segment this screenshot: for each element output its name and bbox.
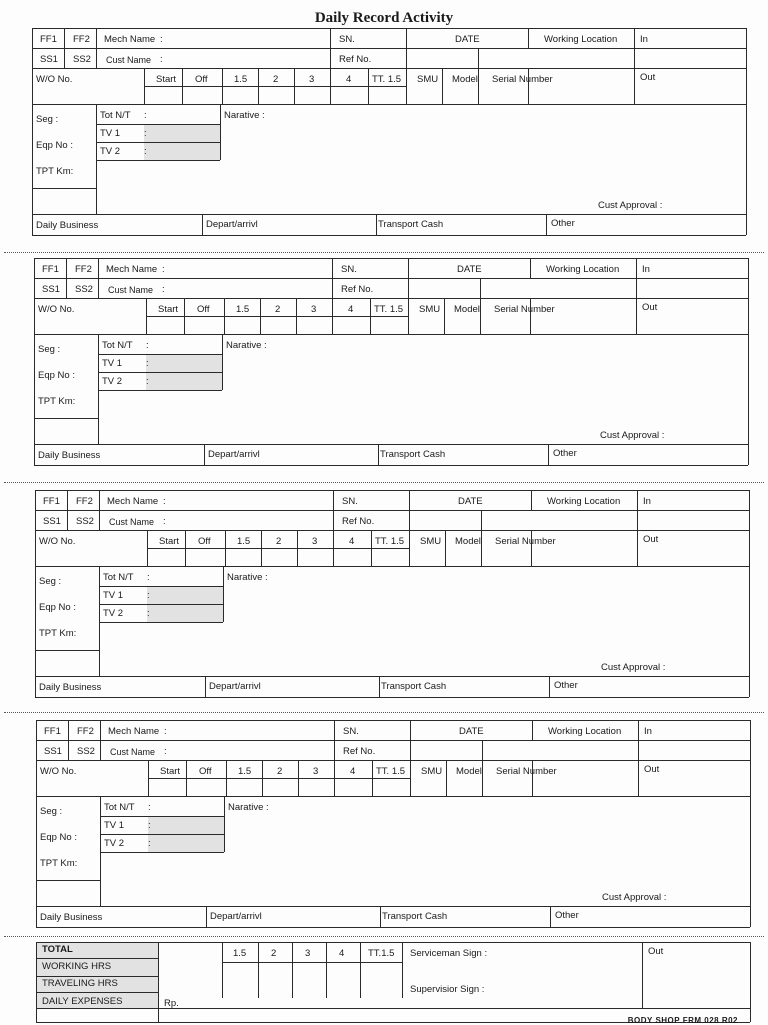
- page-title: Daily Record Activity: [314, 10, 454, 26]
- depart-arrivl-label: Depart/arrivl: [209, 681, 261, 692]
- col-4-label: 4: [346, 74, 352, 85]
- ss2-label: SS2: [76, 516, 94, 527]
- cust-name-label: Cust Name: [110, 747, 156, 757]
- tot-nt-colon: :: [146, 340, 149, 351]
- ss1-label: SS1: [43, 516, 61, 527]
- ff1-label: FF1: [44, 726, 61, 737]
- wo-no-label: W/O No.: [38, 304, 75, 315]
- working-location-label: Working Location: [544, 34, 618, 45]
- mech-name-colon: :: [160, 34, 163, 45]
- ff2-label: FF2: [77, 726, 94, 737]
- sn-label: SN.: [339, 34, 355, 45]
- daily-expenses-label: DAILY EXPENSES: [42, 996, 123, 1007]
- rp-label: Rp.: [164, 998, 179, 1009]
- record-form: [36, 720, 750, 927]
- total-col-3: 3: [305, 948, 311, 959]
- traveling-hrs-label: TRAVELING HRS: [42, 978, 118, 989]
- other-label: Other: [555, 910, 579, 921]
- off-label: Off: [197, 304, 210, 315]
- ref-no-label: Ref No.: [343, 746, 376, 757]
- start-label: Start: [158, 304, 179, 315]
- ff2-label: FF2: [75, 264, 92, 275]
- col-3-label: 3: [312, 536, 318, 547]
- depart-arrivl-label: Depart/arrivl: [208, 449, 260, 460]
- eqp-no-label: Eqp No :: [39, 602, 76, 613]
- out-label: Out: [643, 534, 659, 545]
- cust-name-colon: :: [160, 54, 163, 65]
- tot-nt-colon: :: [147, 572, 150, 583]
- total-col-tt15: TT.1.5: [368, 948, 395, 959]
- serial-number-label: Serial Number: [496, 766, 557, 777]
- tv1-label: TV 1: [104, 820, 125, 831]
- col-1-5-label: 1.5: [237, 536, 251, 547]
- tot-nt-label: Tot N/T: [102, 340, 133, 351]
- sn-label: SN.: [341, 264, 357, 275]
- tv1-colon: :: [146, 358, 149, 369]
- ref-no-label: Ref No.: [342, 516, 375, 527]
- off-label: Off: [199, 766, 212, 777]
- out-label: Out: [644, 764, 660, 775]
- form-separator: [4, 936, 764, 937]
- tot-nt-colon: :: [144, 110, 147, 121]
- cust-name-label: Cust Name: [108, 285, 154, 295]
- form-separator: [4, 712, 764, 713]
- working-location-label: Working Location: [546, 264, 620, 275]
- tv2-label: TV 2: [104, 838, 125, 849]
- cust-name-colon: :: [163, 516, 166, 527]
- form-separator: [4, 482, 764, 483]
- record-form: [35, 490, 749, 697]
- cust-name-colon: :: [164, 746, 167, 757]
- smu-label: SMU: [417, 74, 439, 85]
- start-label: Start: [156, 74, 177, 85]
- tv2-label: TV 2: [103, 608, 124, 619]
- ref-no-label: Ref No.: [339, 54, 372, 65]
- cust-approval-label: Cust Approval :: [601, 662, 666, 673]
- tpt-km-label: TPT Km:: [40, 858, 78, 869]
- seg-label: Seg :: [36, 114, 59, 125]
- other-label: Other: [551, 218, 575, 229]
- ss1-label: SS1: [42, 284, 60, 295]
- depart-arrivl-label: Depart/arrivl: [210, 911, 262, 922]
- cust-name-colon: :: [162, 284, 165, 295]
- ff2-label: FF2: [73, 34, 90, 45]
- model-label: Model: [452, 74, 478, 85]
- start-label: Start: [160, 766, 181, 777]
- ss1-label: SS1: [40, 54, 58, 65]
- ss1-label: SS1: [44, 746, 62, 757]
- out-label: Out: [642, 302, 658, 313]
- eqp-no-label: Eqp No :: [38, 370, 75, 381]
- date-label: DATE: [459, 726, 484, 737]
- start-label: Start: [159, 536, 180, 547]
- date-label: DATE: [458, 496, 483, 507]
- col-4-label: 4: [349, 536, 355, 547]
- total-col-2: 2: [271, 948, 277, 959]
- mech-name-colon: :: [163, 496, 166, 507]
- mech-name-label: Mech Name: [107, 496, 159, 507]
- tpt-km-label: TPT Km:: [38, 396, 76, 407]
- serial-number-label: Serial Number: [494, 304, 555, 315]
- out-label: Out: [640, 72, 656, 83]
- mech-name-colon: :: [162, 264, 165, 275]
- cust-name-label: Cust Name: [106, 55, 152, 65]
- total-col-4: 4: [339, 948, 345, 959]
- ref-no-label: Ref No.: [341, 284, 374, 295]
- form-separator: [4, 252, 764, 253]
- tv2-colon: :: [146, 376, 149, 387]
- wo-no-label: W/O No.: [40, 766, 77, 777]
- working-location-label: Working Location: [548, 726, 622, 737]
- mech-name-label: Mech Name: [108, 726, 160, 737]
- col-2-label: 2: [277, 766, 283, 777]
- smu-label: SMU: [419, 304, 441, 315]
- transport-cash-label: Transport Cash: [380, 449, 446, 460]
- total-label: TOTAL: [42, 944, 73, 955]
- serviceman-sign-label: Serviceman Sign :: [410, 948, 488, 959]
- off-label: Off: [195, 74, 208, 85]
- serial-number-label: Serial Number: [495, 536, 556, 547]
- mech-name-label: Mech Name: [104, 34, 156, 45]
- tot-nt-label: Tot N/T: [100, 110, 131, 121]
- daily-business-label: Daily Business: [40, 912, 103, 923]
- ff1-label: FF1: [42, 264, 59, 275]
- col-2-label: 2: [276, 536, 282, 547]
- tv1-colon: :: [147, 590, 150, 601]
- tv2-colon: :: [147, 608, 150, 619]
- in-label: In: [642, 264, 650, 275]
- off-label: Off: [198, 536, 211, 547]
- tv1-colon: :: [148, 820, 151, 831]
- daily-business-label: Daily Business: [39, 682, 102, 693]
- transport-cash-label: Transport Cash: [382, 911, 448, 922]
- seg-label: Seg :: [40, 806, 63, 817]
- serial-number-label: Serial Number: [492, 74, 553, 85]
- in-label: In: [640, 34, 648, 45]
- seg-label: Seg :: [38, 344, 61, 355]
- col-tt15-label: TT. 1.5: [374, 304, 404, 315]
- tv1-label: TV 1: [100, 128, 121, 139]
- ss2-label: SS2: [73, 54, 91, 65]
- tv2-colon: :: [144, 146, 147, 157]
- mech-name-colon: :: [164, 726, 167, 737]
- supervisor-sign-label: Supervisior Sign :: [410, 984, 485, 995]
- tv1-colon: :: [144, 128, 147, 139]
- date-label: DATE: [455, 34, 480, 45]
- record-form: [32, 28, 746, 235]
- tv2-label: TV 2: [102, 376, 123, 387]
- ss2-label: SS2: [77, 746, 95, 757]
- col-3-label: 3: [311, 304, 317, 315]
- col-2-label: 2: [273, 74, 279, 85]
- cust-name-label: Cust Name: [109, 517, 155, 527]
- cust-approval-label: Cust Approval :: [598, 200, 663, 211]
- narative-label: Narative :: [227, 572, 268, 583]
- tv1-label: TV 1: [103, 590, 124, 601]
- col-3-label: 3: [309, 74, 315, 85]
- cust-approval-label: Cust Approval :: [600, 430, 665, 441]
- tv1-label: TV 1: [102, 358, 123, 369]
- depart-arrivl-label: Depart/arrivl: [206, 219, 258, 230]
- eqp-no-label: Eqp No :: [40, 832, 77, 843]
- col-tt15-label: TT. 1.5: [375, 536, 405, 547]
- eqp-no-label: Eqp No :: [36, 140, 73, 151]
- tot-nt-label: Tot N/T: [104, 802, 135, 813]
- ss2-label: SS2: [75, 284, 93, 295]
- record-form: [34, 258, 748, 465]
- col-tt15-label: TT. 1.5: [372, 74, 402, 85]
- transport-cash-label: Transport Cash: [378, 219, 444, 230]
- sn-label: SN.: [343, 726, 359, 737]
- smu-label: SMU: [421, 766, 443, 777]
- narative-label: Narative :: [226, 340, 267, 351]
- col-3-label: 3: [313, 766, 319, 777]
- model-label: Model: [455, 536, 481, 547]
- ff1-label: FF1: [40, 34, 57, 45]
- model-label: Model: [456, 766, 482, 777]
- tv2-colon: :: [148, 838, 151, 849]
- other-label: Other: [553, 448, 577, 459]
- ff1-label: FF1: [43, 496, 60, 507]
- tot-nt-colon: :: [148, 802, 151, 813]
- daily-business-label: Daily Business: [38, 450, 101, 461]
- col-1-5-label: 1.5: [236, 304, 250, 315]
- form-code: BODY SHOP FRM 028 R02: [627, 1016, 738, 1025]
- total-out-label: Out: [648, 946, 664, 957]
- working-location-label: Working Location: [547, 496, 621, 507]
- in-label: In: [643, 496, 651, 507]
- model-label: Model: [454, 304, 480, 315]
- smu-label: SMU: [420, 536, 442, 547]
- tpt-km-label: TPT Km:: [36, 166, 74, 177]
- col-1-5-label: 1.5: [238, 766, 252, 777]
- daily-business-label: Daily Business: [36, 220, 99, 231]
- wo-no-label: W/O No.: [39, 536, 76, 547]
- col-1-5-label: 1.5: [234, 74, 248, 85]
- mech-name-label: Mech Name: [106, 264, 158, 275]
- working-hrs-label: WORKING HRS: [42, 961, 112, 972]
- sn-label: SN.: [342, 496, 358, 507]
- col-2-label: 2: [275, 304, 281, 315]
- narative-label: Narative :: [224, 110, 265, 121]
- tpt-km-label: TPT Km:: [39, 628, 77, 639]
- col-tt15-label: TT. 1.5: [376, 766, 406, 777]
- ff2-label: FF2: [76, 496, 93, 507]
- date-label: DATE: [457, 264, 482, 275]
- cust-approval-label: Cust Approval :: [602, 892, 667, 903]
- transport-cash-label: Transport Cash: [381, 681, 447, 692]
- col-4-label: 4: [348, 304, 354, 315]
- narative-label: Narative :: [228, 802, 269, 813]
- other-label: Other: [554, 680, 578, 691]
- col-4-label: 4: [350, 766, 356, 777]
- totals-section: [36, 942, 750, 1022]
- tv2-label: TV 2: [100, 146, 121, 157]
- seg-label: Seg :: [39, 576, 62, 587]
- total-col-1-5: 1.5: [233, 948, 247, 959]
- tot-nt-label: Tot N/T: [103, 572, 134, 583]
- in-label: In: [644, 726, 652, 737]
- wo-no-label: W/O No.: [36, 74, 73, 85]
